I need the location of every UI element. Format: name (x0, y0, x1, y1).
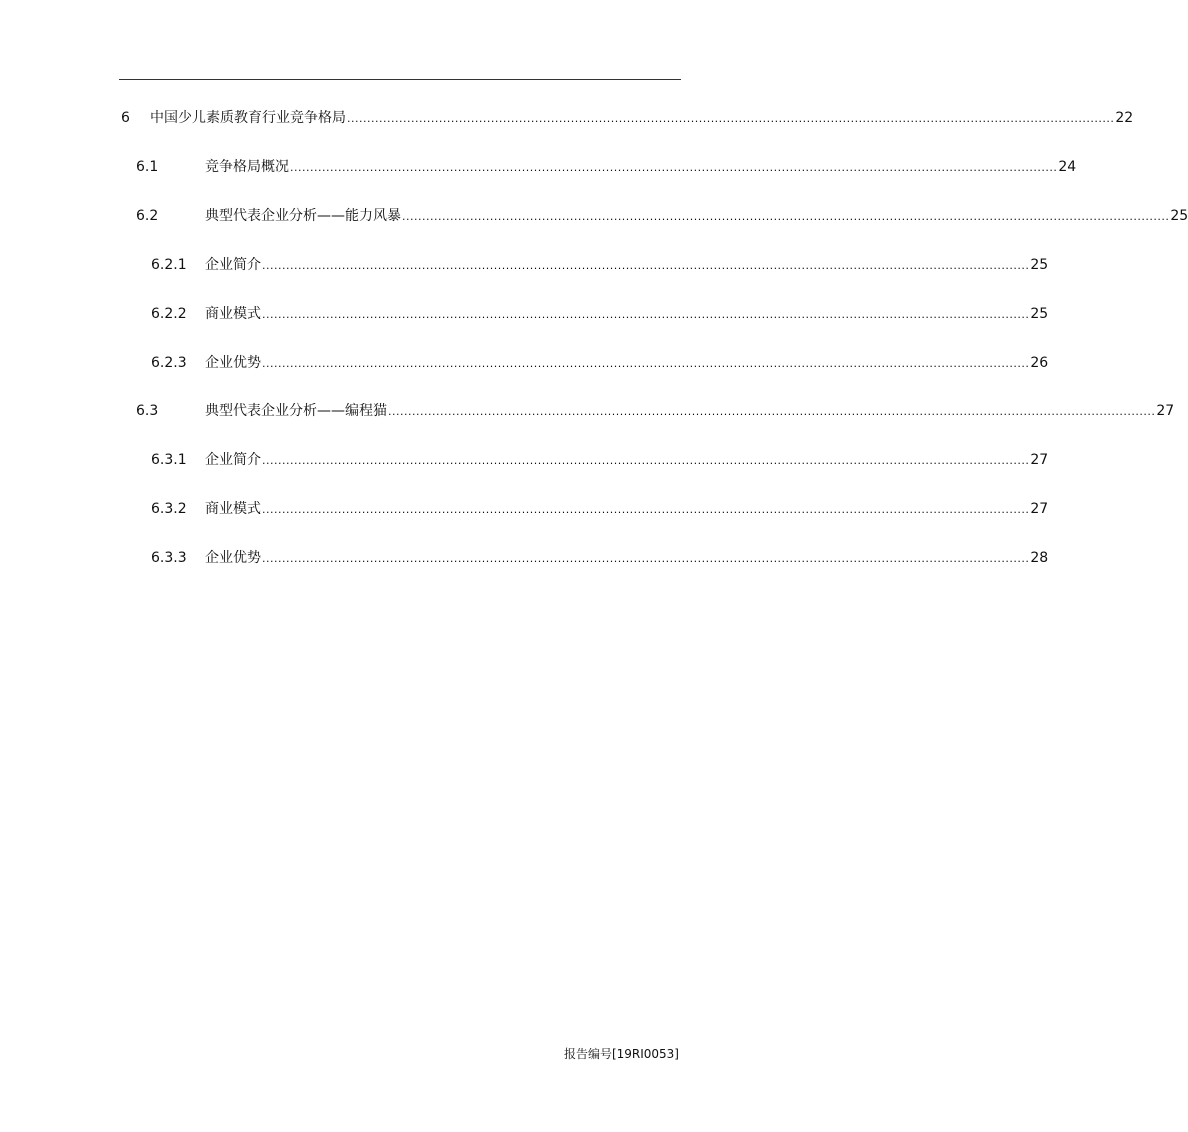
toc-entry-6-3-1[interactable] (0, 449, 1049, 471)
toc-number: 6.2.1 (151, 257, 187, 273)
toc-number: 6.3.3 (151, 550, 187, 566)
toc-title: 典型代表企业分析——能力风暴 (205, 208, 401, 224)
toc-entry-6-2[interactable] (0, 205, 1188, 227)
toc-number: 6 (121, 110, 130, 126)
toc-leader: ................................................................................................................................................................................................ (347, 112, 1115, 125)
toc-page-number: 25 (1170, 208, 1188, 224)
toc-leader: ................................................................................................................................................................................................ (388, 405, 1156, 418)
toc-title: 企业优势 (205, 550, 261, 566)
toc-page-number: 22 (1115, 110, 1134, 126)
toc-number: 6.3.2 (151, 501, 187, 517)
toc-entry-6-2-2[interactable] (0, 303, 1049, 325)
toc-page-number: 26 (1030, 355, 1049, 371)
toc-page-number: 24 (1058, 159, 1077, 175)
toc-number: 6.2 (136, 208, 159, 224)
toc-title: 企业优势 (205, 355, 261, 371)
toc-leader: ................................................................................................................................................................................................ (262, 259, 1030, 272)
toc-leader: ................................................................................................................................................................................................ (290, 161, 1058, 174)
report-number-footer: 报告编号[19RI0053] (563, 1047, 679, 1061)
header-rule (119, 79, 681, 80)
toc-title: 中国少儿素质教育行业竞争格局 (150, 110, 346, 126)
toc-title: 企业简介 (205, 452, 261, 468)
toc-page-number: 28 (1030, 550, 1049, 566)
toc-leader: ................................................................................................................................................................................................ (262, 454, 1030, 467)
toc-entry-6[interactable] (0, 107, 1134, 129)
toc-entry-6-1[interactable] (0, 156, 1077, 178)
toc-page-number: 25 (1030, 306, 1049, 322)
toc-number: 6.2.3 (151, 355, 187, 371)
toc-leader: ................................................................................................................................................................................................ (262, 308, 1030, 321)
toc-title: 商业模式 (205, 306, 261, 322)
toc-leader: ................................................................................................................................................................................................ (262, 552, 1030, 565)
toc-leader: ................................................................................................................................................................................................ (402, 210, 1170, 223)
toc-page-number: 27 (1030, 501, 1049, 517)
toc-number: 6.2.2 (151, 306, 187, 322)
toc-page-number: 27 (1030, 452, 1049, 468)
toc-number: 6.3 (136, 403, 159, 419)
toc-title: 商业模式 (205, 501, 261, 517)
toc-title: 典型代表企业分析——编程猫 (205, 403, 387, 419)
toc-title: 竞争格局概况 (205, 159, 289, 175)
toc-entry-6-3-3[interactable] (0, 547, 1049, 569)
toc-page-number: 25 (1030, 257, 1049, 273)
toc-entry-6-3-2[interactable] (0, 498, 1049, 520)
toc-entry-6-2-1[interactable] (0, 254, 1049, 276)
toc-title: 企业简介 (205, 257, 261, 273)
toc-number: 6.1 (136, 159, 159, 175)
toc-number: 6.3.1 (151, 452, 187, 468)
toc-page-number: 27 (1156, 403, 1175, 419)
toc-entry-6-3[interactable] (0, 400, 1175, 422)
toc-leader: ................................................................................................................................................................................................ (262, 357, 1030, 370)
toc-entry-6-2-3[interactable] (0, 352, 1049, 374)
toc-leader: ................................................................................................................................................................................................ (262, 503, 1030, 516)
